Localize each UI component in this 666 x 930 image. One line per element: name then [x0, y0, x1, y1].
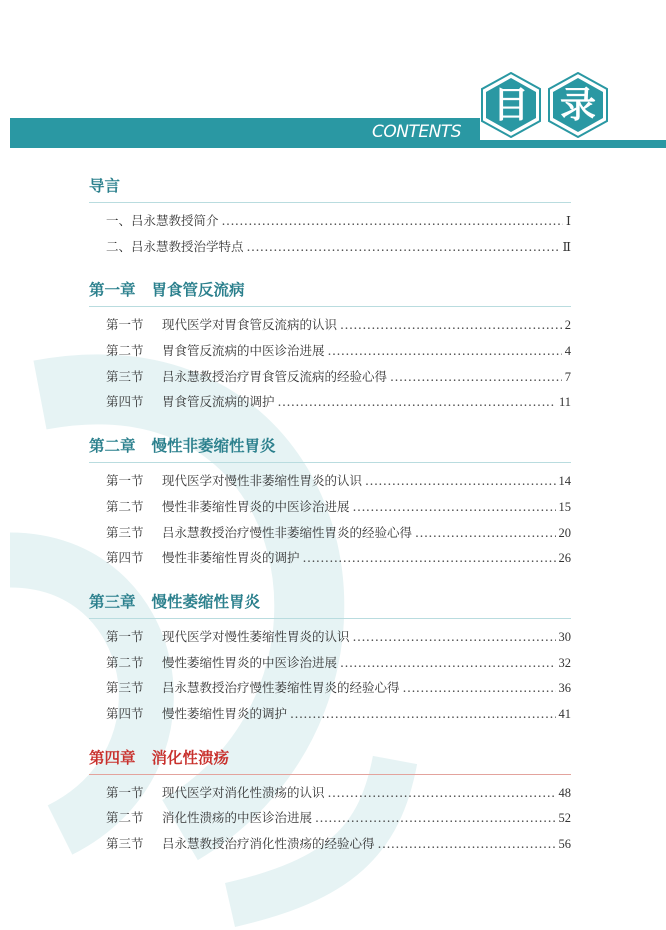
page-number: 56: [558, 837, 571, 851]
chapter-number: 第一章: [89, 280, 136, 300]
section-title: 现代医学对胃食管反流病的认识: [162, 317, 338, 333]
section-title: 现代医学对慢性萎缩性胃炎的认识: [162, 628, 350, 644]
contents-heading: CONTENTS: [372, 122, 461, 142]
section-number: 第一节: [106, 473, 144, 489]
chapter-title: 胃食管反流病: [151, 280, 245, 300]
toc-entry[interactable]: [106, 211, 571, 237]
toc-entry[interactable]: [106, 834, 571, 860]
section-number: 第一节: [106, 317, 144, 333]
leader-dots: [340, 317, 562, 332]
page-number: 48: [558, 785, 571, 800]
divider: [89, 774, 571, 775]
chapter-number: 第三章: [89, 591, 136, 611]
section-title: 吕永慧教授治疗慢性非萎缩性胃炎的经验心得: [162, 524, 413, 540]
toc-entry[interactable]: [106, 783, 571, 809]
toc-entry[interactable]: [106, 653, 571, 679]
chapter-1: [89, 274, 571, 418]
toc-entry[interactable]: [106, 627, 571, 653]
page-number: Ⅱ: [562, 239, 571, 254]
logo-char-1: 目: [492, 84, 529, 126]
chapter-heading[interactable]: [89, 430, 571, 462]
intro-section: [89, 170, 571, 262]
leader-dots: [290, 706, 555, 721]
section-number: 第三节: [106, 524, 144, 540]
toc-entry[interactable]: [106, 704, 571, 730]
divider: [89, 618, 571, 619]
chapter-number: 第四章: [89, 747, 136, 767]
chapter-heading[interactable]: [89, 586, 571, 618]
section-title: 慢性非萎缩性胃炎的中医诊治进展: [162, 498, 350, 514]
page-number: 26: [558, 551, 571, 566]
page-number: 52: [558, 811, 571, 826]
page-number: 4: [564, 344, 571, 359]
chapter-heading[interactable]: [89, 742, 571, 774]
toc-entry[interactable]: [106, 678, 571, 704]
leader-dots: [390, 369, 562, 384]
entry-title: 一、吕永慧教授简介: [106, 213, 219, 228]
section-title: 慢性非萎缩性胃炎的调护: [162, 550, 300, 566]
leader-dots: [403, 680, 556, 695]
section-number: 第三节: [106, 680, 144, 696]
logo-hexagon-mu: [480, 72, 542, 138]
entry-title: 二、吕永慧教授治学特点: [106, 238, 244, 254]
leader-dots: [303, 550, 556, 565]
logo-char-2: 录: [559, 84, 596, 126]
toc-entry[interactable]: [106, 315, 571, 341]
toc-entry[interactable]: [106, 237, 571, 263]
chapter-title: 慢性非萎缩性胃炎: [151, 436, 276, 456]
section-number: 第一节: [106, 784, 144, 800]
leader-dots: [378, 836, 556, 851]
toc-entry[interactable]: [106, 471, 571, 497]
section-number: 第二节: [106, 810, 144, 826]
leader-dots: [365, 473, 555, 488]
page-number: 14: [558, 474, 571, 489]
leader-dots: [278, 394, 556, 409]
toc-entry[interactable]: [106, 548, 571, 574]
section-title: 现代医学对慢性非萎缩性胃炎的认识: [162, 473, 363, 489]
page-number: 7: [564, 369, 571, 384]
page-number: 32: [558, 655, 571, 670]
leader-dots: [222, 213, 564, 228]
page-number: 20: [558, 525, 571, 540]
section-number: 第四节: [106, 705, 144, 721]
intro-title: 导言: [89, 176, 121, 195]
section-number: 第二节: [106, 498, 144, 514]
toc-entry[interactable]: [106, 497, 571, 523]
toc-entry[interactable]: [106, 367, 571, 393]
toc-entry[interactable]: [106, 341, 571, 367]
section-number: 第二节: [106, 343, 144, 359]
section-number: 第三节: [106, 368, 144, 384]
leader-dots: [247, 239, 560, 254]
leader-dots: [353, 499, 556, 514]
divider: [89, 202, 571, 203]
chapter-4: [89, 742, 571, 860]
toc-entry[interactable]: [106, 523, 571, 549]
leader-dots: [340, 655, 555, 670]
section-title: 吕永慧教授治疗消化性溃疡的经验心得: [162, 836, 375, 851]
divider: [89, 462, 571, 463]
page-number: 30: [558, 629, 571, 644]
table-of-contents: [89, 168, 571, 860]
chapter-heading[interactable]: [89, 274, 571, 306]
chapter-title: 消化性溃疡: [151, 747, 230, 767]
section-title: 吕永慧教授治疗胃食管反流病的经验心得: [162, 368, 388, 384]
section-title: 胃食管反流病的中医诊治进展: [162, 343, 325, 359]
section-title: 消化性溃疡的中医诊治进展: [162, 810, 313, 826]
page-number: 36: [558, 681, 571, 696]
leader-dots: [315, 810, 555, 825]
section-number: 第一节: [106, 628, 144, 644]
section-title: 吕永慧教授治疗慢性萎缩性胃炎的经验心得: [162, 680, 400, 696]
toc-entry[interactable]: [106, 808, 571, 834]
leader-dots: [353, 629, 556, 644]
chapter-3: [89, 586, 571, 730]
toc-entry[interactable]: [106, 392, 571, 418]
leader-dots: [415, 525, 555, 540]
page-number: Ⅰ: [566, 214, 571, 228]
section-number: 第三节: [106, 836, 144, 851]
leader-dots: [328, 785, 556, 800]
chapter-number: 第二章: [89, 436, 136, 456]
divider: [89, 306, 571, 307]
section-title: 慢性萎缩性胃炎的调护: [162, 705, 288, 721]
logo-hexagon-lu: [547, 72, 609, 138]
section-number: 第四节: [106, 550, 144, 566]
leader-dots: [328, 343, 562, 358]
section-number: 第四节: [106, 394, 144, 410]
chapter-title: 慢性萎缩性胃炎: [151, 591, 261, 611]
page-number: 15: [558, 499, 571, 514]
page-number: 11: [558, 395, 571, 410]
section-number: 第二节: [106, 654, 144, 670]
chapter-2: [89, 430, 571, 574]
page-number: 2: [564, 318, 571, 333]
section-title: 慢性萎缩性胃炎的中医诊治进展: [162, 654, 338, 670]
section-title: 胃食管反流病的调护: [162, 394, 275, 410]
page-number: 41: [558, 706, 571, 721]
section-title: 现代医学对消化性溃疡的认识: [162, 784, 325, 800]
